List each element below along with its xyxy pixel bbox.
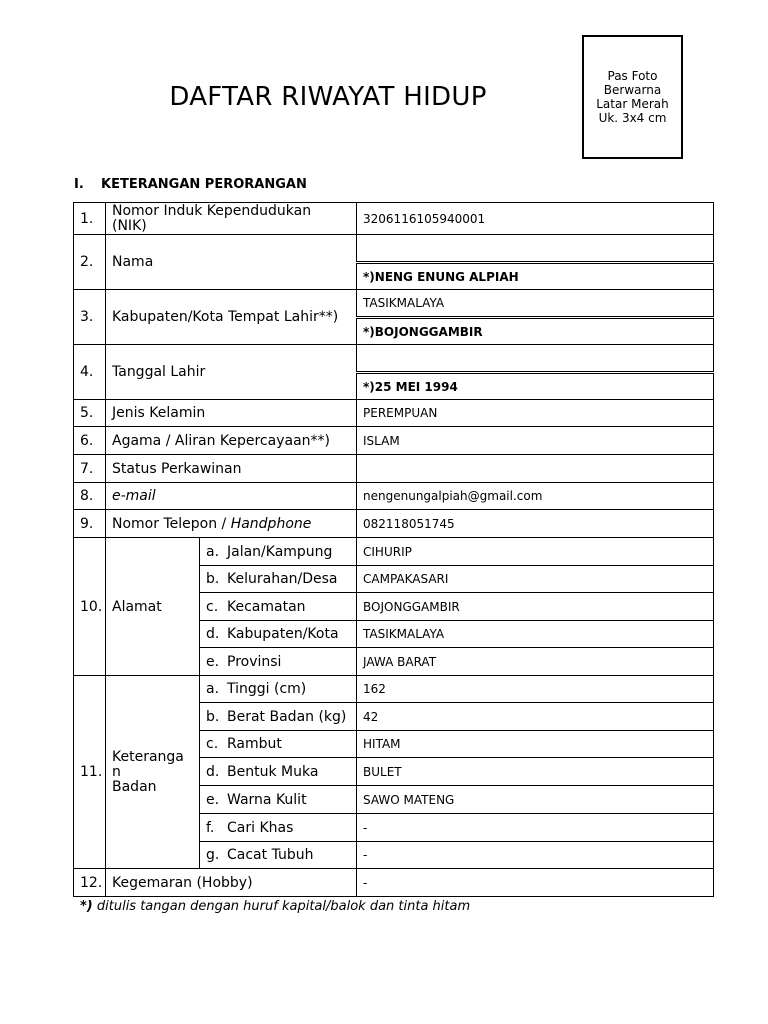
sub-label: d. Kabupaten/Kota [200,621,357,648]
section-heading [74,177,307,192]
alamat-value: CAMPAKASARI [357,566,714,593]
sub-label: f. Cari Khas [200,814,357,842]
handphone-label: Handphone [230,515,312,532]
table-row [74,400,714,427]
sub-label: d. Bentuk Muka [200,758,357,786]
photo-label-line: Latar Merah [596,97,669,111]
nama-value-handwritten: *)NENG ENUNG ALPIAH [357,263,714,290]
tempat-lahir-value-handwritten: *)BOJONGGAMBIR [357,318,714,345]
row-number: 8. [74,483,106,510]
sub-label: e. Provinsi [200,648,357,676]
alamat-value: TASIKMALAYA [357,621,714,648]
table-row [74,235,714,263]
table-row [74,483,714,510]
tanggal-lahir-value-typed [357,345,714,373]
table-row [74,427,714,455]
sub-label: b. Berat Badan (kg) [200,703,357,731]
row-label: e-mail [106,483,357,510]
row-label: Status Perkawinan [106,455,357,483]
row-number: 12. [74,869,106,897]
sub-label: c. Kecamatan [200,593,357,621]
sub-label: e. Warna Kulit [200,786,357,814]
alamat-value: CIHURIP [357,538,714,566]
tanggal-lahir-value-handwritten: *)25 MEI 1994 [357,373,714,400]
table-row [74,869,714,897]
sub-label: g. Cacat Tubuh [200,842,357,869]
row-number: 9. [74,510,106,538]
personal-info-table [73,202,714,897]
table-row [74,538,714,566]
sub-label: b. Kelurahan/Desa [200,566,357,593]
badan-value: - [357,814,714,842]
row-number: 4. [74,345,106,400]
photo-placeholder-box [582,35,683,159]
badan-value: SAWO MATENG [357,786,714,814]
row-number: 11. [74,676,106,869]
row-label: Jenis Kelamin [106,400,357,427]
footnote-marker: *) [80,899,93,914]
row-number: 3. [74,290,106,345]
email-value: nengenungalpiah@gmail.com [357,483,714,510]
nik-value: 3206116105940001 [357,203,714,235]
table-row [74,510,714,538]
alamat-value: JAWA BARAT [357,648,714,676]
row-label [106,510,357,538]
alamat-value: BOJONGGAMBIR [357,593,714,621]
agama-value: ISLAM [357,427,714,455]
table-row [74,203,714,235]
badan-value: 42 [357,703,714,731]
row-label: Agama / Aliran Kepercayaan**) [106,427,357,455]
footnote-text: ditulis tangan dengan huruf kapital/balok dan tinta hitam [92,899,471,914]
nama-value-typed [357,235,714,263]
photo-label-line: Berwarna [603,83,662,97]
telepon-label: Nomor Telepon / [112,515,231,532]
table-row [74,676,714,703]
sub-label: a. Tinggi (cm) [200,676,357,703]
table-row [74,290,714,318]
badan-value: HITAM [357,731,714,758]
section-title: KETERANGAN PERORANGAN [101,177,307,192]
row-number: 7. [74,455,106,483]
photo-label-line: Uk. 3x4 cm [598,111,667,125]
row-label: Nomor Induk Kependudukan (NIK) [106,203,357,235]
row-number: 5. [74,400,106,427]
hobby-value: - [357,869,714,897]
row-label: Nama [106,235,357,290]
row-label: Kegemaran (Hobby) [106,869,357,897]
telepon-value: 082118051745 [357,510,714,538]
document-title: DAFTAR RIWAYAT HIDUP [169,82,487,112]
row-label: Keterangan Badan [106,676,200,869]
badan-value: 162 [357,676,714,703]
photo-label-line: Pas Foto [607,69,658,83]
footnote [80,899,470,914]
row-number: 2. [74,235,106,290]
row-label: Tanggal Lahir [106,345,357,400]
jenis-kelamin-value: PEREMPUAN [357,400,714,427]
row-number: 1. [74,203,106,235]
sub-label: a. Jalan/Kampung [200,538,357,566]
sub-label: c. Rambut [200,731,357,758]
row-number: 6. [74,427,106,455]
status-value [357,455,714,483]
table-row [74,455,714,483]
badan-value: BULET [357,758,714,786]
table-row [74,345,714,373]
section-number: I. [74,177,84,192]
row-label: Kabupaten/Kota Tempat Lahir**) [106,290,357,345]
tempat-lahir-value-typed: TASIKMALAYA [357,290,714,318]
row-number: 10. [74,538,106,676]
badan-value: - [357,842,714,869]
row-label: Alamat [106,538,200,676]
